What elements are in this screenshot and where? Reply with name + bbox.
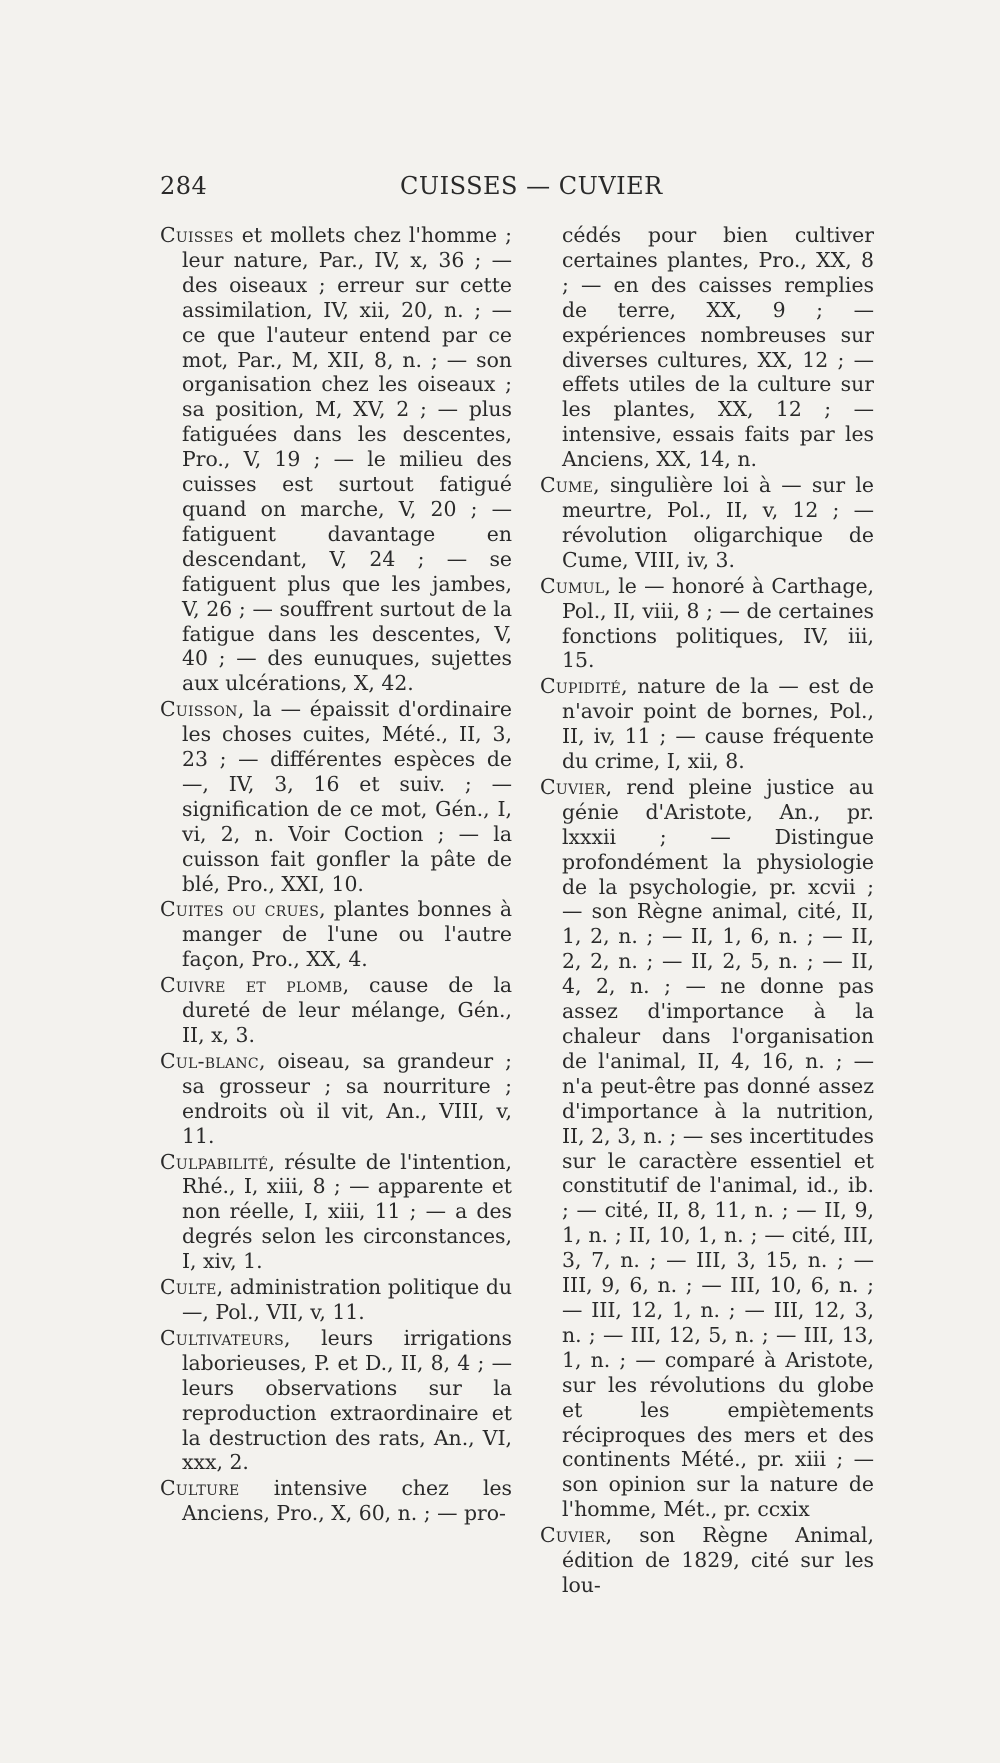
headword: Culpabilité [160,1149,269,1174]
headword: Cume [540,473,594,498]
entry-text: , nature de la — est de n'avoir point de bornes, Pol., II, iv, 11 ; — cause fréquente du crime, I, xii, 8. [562,674,874,774]
headword: Cuisson [160,697,238,722]
headword: Cuisses [160,223,234,247]
index-entry [540,1523,874,1598]
entry-text: cédés pour bien cultiver certaines plantes, Pro., XX, 8 ; — en des caisses remplies de terre, XX, 9 ; — expériences nombreuses sur diverses cultures, XX, 12 ; — effets utiles de la culture sur les plantes, XX, 12 ; — intensive, essais faits par les Anciens, XX, 14, n. [562,223,874,472]
headword: Cuvier [540,1523,606,1548]
headword: Cultivateurs [160,1325,285,1350]
entry-text: , oiseau, sa grandeur ; sa grosseur ; sa nourriture ; endroits où il vit, An., VIII, v, 11. [182,1048,512,1148]
headword: Cumul [540,573,605,598]
index-entry [540,775,874,1522]
entry-text: , cause de la dureté de leur mélange, Gén., II, x, 3. [182,973,513,1047]
right-column [540,223,874,1599]
running-title: CUISSES — CUVIER [400,172,663,200]
entry-text: , leurs irrigations laborieuses, P. et D., II, 8, 4 ; — leurs observations sur la reproduction extraordinaire et la destruction des rats, An., VI, xxx, 2. [182,1325,512,1475]
entry-text: , son Règne Animal, édition de 1829, cité sur les lou- [562,1523,874,1597]
page-number: 284 [160,172,208,200]
entry-text: , administration politique du —, Pol., VII, v, 11. [182,1275,512,1324]
index-entry [160,1150,512,1275]
entry-text: , singulière loi à — sur le meurtre, Pol., II, v, 12 ; — révolution oligarchique de Cume, VIII, iv, 3. [562,473,874,572]
entry-text: intensive chez les Anciens, Pro., X, 60, n. ; — pro- [182,1476,512,1526]
headword: Cuites ou crues [160,897,320,922]
left-column [160,223,512,1527]
index-entry [540,574,874,674]
index-entry [160,697,512,896]
entry-text: et mollets chez l'homme ; leur nature, Par., IV, x, 36 ; — des oiseaux ; erreur sur cette assimilation, IV, xii, 20, n. ; — ce que l'auteur entend par ce mot, Par., M, XII, 8, n. ; — son organisation chez les oiseaux ; sa position, M, XV, 2 ; — plus fatiguées dans les descentes, Pro., V, 19 ; — le milieu des cuisses est surtout fatigué quand on marche, V, 20 ; — fatiguent davantage en descendant, V, 24 ; — se fatiguent plus que les jambes, V, 26 ; — souffrent surtout de la fatigue dans les descentes, V, 40 ; — des eunuques, sujettes aux ulcérations, X, 42. [182,223,512,696]
index-entry [540,473,874,573]
index-entry [160,973,512,1048]
index-entry [160,1275,512,1325]
entry-text: , la — épaissit d'ordinaire les choses cuites, Mété., II, 3, 23 ; — différentes espèces de —, IV, 3, 16 et suiv. ; — signification de ce mot, Gén., I, vi, 2, n. Voir Coction ; — la cuisson fait gonfler la pâte de blé, Pro., XXI, 10. [182,697,512,896]
index-entry [160,223,512,696]
headword: Cul-blanc [160,1048,259,1073]
headword: Cuvier [540,774,606,799]
index-entry [160,1476,512,1526]
index-entry-continued [540,223,874,472]
headword: Cupidité [540,674,622,699]
headword: Cuivre et plomb [160,973,343,998]
entry-text: , rend pleine justice au génie d'Aristote, An., pr. lxxxii ; — Distingue profondément la physiologie de la psychologie, pr. xcvii ; — son Règne animal, cité, II, 1, 2, n. ; — II, 1, 6, n. ; — II, 2, 2, n. ; — II, 2, 5, n. ; — II, 4, 2, n. ; — ne donne pas assez d'importance à la chaleur dans l'organisation de l'animal, II, 4, 16, n. ; — n'a peut-être pas donné assez d'importance à la nutrition, II, 2, 3, n. ; — ses incertitudes sur le caractère essentiel et constitutif de l'animal, id., ib. ; — cité, II, 8, 11, n. ; — II, 9, 1, n. ; II, 10, 1, n. ; — cité, III, 3, 7, n. ; — III, 3, 15, n. ; — III, 9, 6, n. ; — III, 10, 6, n. ; — III, 12, 1, n. ; — III, 12, 3, n. ; — III, 12, 5, n. ; — III, 13, 1, n. ; — comparé à Aristote, sur les révolutions du globe et les empiètements réciproques des mers et des continents Mété., pr. xiii ; — son opinion sur la nature de l'homme, Mét., pr. ccxix [562,774,874,1522]
entry-text: , résulte de l'intention, Rhé., I, xiii, 8 ; — apparente et non réelle, I, xiii, 11 ; — a des degrés selon les circonstances, I, xiv, 1. [182,1149,512,1274]
index-entry [540,674,874,774]
index-entry [160,1326,512,1475]
entry-text: , le — honoré à Carthage, Pol., II, viii, 8 ; — de certaines fonctions politiques, IV, iii, 15. [562,573,874,673]
entry-text: , plantes bonnes à manger de l'une ou l'autre façon, Pro., XX, 4. [182,897,512,972]
index-entry [160,1049,512,1149]
headword: Culture [160,1476,240,1501]
index-entry [160,897,512,972]
headword: Culte [160,1275,217,1300]
